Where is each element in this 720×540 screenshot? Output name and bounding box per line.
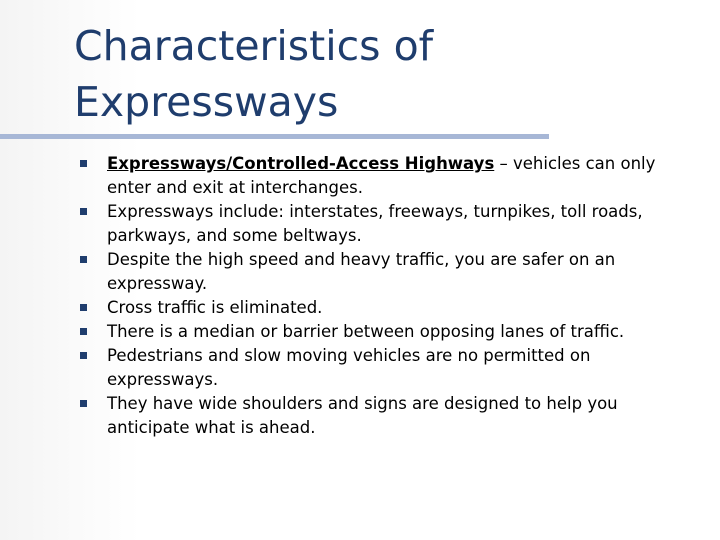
- bullet-text: Pedestrians and slow moving vehicles are no permitted on expressways.: [107, 346, 591, 389]
- bullet-text: There is a median or barrier between opposing lanes of traffic.: [107, 322, 625, 341]
- bullet-text: They have wide shoulders and signs are designed to help you anticipate what is ahead.: [107, 394, 618, 437]
- bullet-item: [76, 392, 696, 440]
- bullet-item: [76, 320, 696, 344]
- bullet-list: [76, 152, 696, 440]
- bullet-item: [76, 248, 696, 296]
- bullet-text: – vehicles can only enter and exit at interchanges.: [107, 154, 656, 197]
- bullet-item: [76, 296, 696, 320]
- square-bullet-icon: [80, 400, 87, 407]
- bullet-item: [76, 200, 696, 248]
- slide-title: Characteristics of Expressways: [74, 22, 434, 126]
- square-bullet-icon: [80, 328, 87, 335]
- square-bullet-icon: [80, 208, 87, 215]
- bullet-term: Expressways/Controlled-Access Highways: [107, 154, 495, 173]
- bullet-item: [76, 152, 696, 200]
- bullet-text: Expressways include: interstates, freeways, turnpikes, toll roads, parkways, and some beltways.: [107, 202, 643, 245]
- square-bullet-icon: [80, 304, 87, 311]
- square-bullet-icon: [80, 352, 87, 359]
- bullet-text: Despite the high speed and heavy traffic, you are safer on an expressway.: [107, 250, 616, 293]
- bullet-text: Cross traffic is eliminated.: [107, 298, 323, 317]
- bullet-item: [76, 344, 696, 392]
- square-bullet-icon: [80, 160, 87, 167]
- title-underline-rule: [0, 134, 549, 139]
- square-bullet-icon: [80, 256, 87, 263]
